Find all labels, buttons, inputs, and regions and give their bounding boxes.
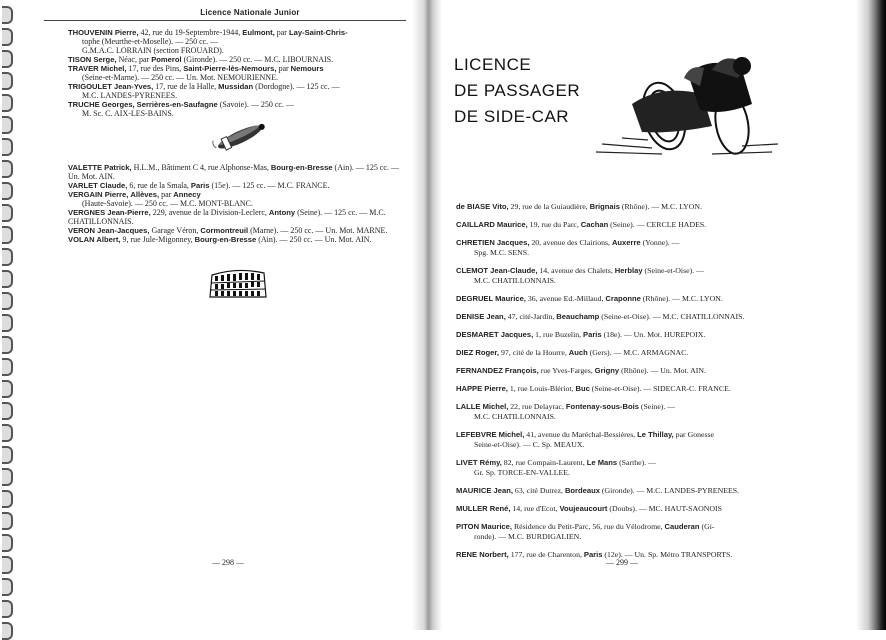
entry-rest: 1, rue Louis-Blériot,: [507, 384, 576, 393]
entry-name: HAPPE Pierre,: [456, 384, 508, 393]
entry-rest: 41, avenue du Maréchal-Bessières,: [524, 430, 638, 439]
spiral-ring: [2, 600, 13, 618]
entry: [456, 348, 796, 358]
entry: [456, 202, 796, 212]
entry-bold-place2: Lay-Saint-Chris-: [288, 28, 348, 37]
entry-name: VARLET Claude,: [68, 181, 128, 190]
spiral-ring: [2, 358, 13, 376]
entry-continuation: Spg. M.C. SENS.: [474, 248, 530, 257]
entry-name: TRAVER Michel,: [68, 64, 127, 73]
entry-rest: 1, rue Buzelin,: [533, 330, 584, 339]
entry-name: VERGNES Jean-Pierre,: [68, 208, 151, 217]
entry-rest2: (Gers). — M.C. ARMAGNAC.: [587, 348, 689, 357]
entry-bold-place: Le Thillay,: [637, 430, 674, 439]
spiral-ring: [2, 622, 13, 640]
entry-bold-place: Bourg-en-Bresse: [270, 163, 333, 172]
entry-name: VERGAIN Pierre,: [68, 190, 129, 199]
spiral-ring: [2, 28, 13, 46]
entry-continuation: M.C. CHATILLONNAIS.: [474, 412, 556, 421]
spiral-ring: [2, 468, 13, 486]
entry-bold-place: Serrières-en-Saufagne: [136, 100, 218, 109]
entry-name: PITON Maurice,: [456, 522, 512, 531]
entry-bold-place: Cauderan: [664, 522, 700, 531]
spiral-ring: [2, 50, 13, 68]
entry-bold-place: Pomerol: [151, 55, 182, 64]
entry: [68, 82, 408, 100]
entry-rest2: (Seine-et-Oise). — M.C. CHATILLONNAIS.: [599, 312, 745, 321]
entries-group-t: [68, 28, 408, 118]
entry-continuation: ronde). — M.C. BURDIGALIEN.: [474, 532, 582, 541]
entry-bold-place: Eulmont,: [242, 28, 275, 37]
entry-bold-place: Cachan: [580, 220, 609, 229]
entry: [456, 312, 796, 322]
spiral-ring: [2, 6, 13, 24]
entry-rest: 19, rue du Parc,: [527, 220, 581, 229]
spiral-ring: [2, 226, 13, 244]
entry-name: MAURICE Jean,: [456, 486, 513, 495]
entry-rest: 17, rue des Pins,: [126, 64, 184, 73]
sidecar-illustration: [592, 44, 782, 162]
entry-rest: 177, rue de Charenton,: [508, 550, 584, 559]
entry-name: LIVET Rémy,: [456, 458, 502, 467]
entry: [456, 504, 796, 514]
entry: [456, 522, 796, 542]
entry-rest2: (Ain). — 125 cc. — Un. Mot. AIN.: [68, 163, 399, 181]
entry-name: CHRETIEN Jacques,: [456, 238, 530, 247]
entry-rest2: (Sarthe). —: [617, 458, 656, 467]
entry-rest: 229, avenue de la Division-Leclerc,: [150, 208, 269, 217]
entry-bold-place: Paris: [583, 330, 602, 339]
entry-rest2: (Seine-et-Oise). — SIDECAR-C. FRANCE.: [589, 384, 731, 393]
entry: [456, 430, 796, 450]
entry: [456, 238, 796, 258]
spiral-ring: [2, 116, 13, 134]
entry-rest2: (Dordogne). — 125 cc. —: [253, 82, 340, 91]
spiral-ring: [2, 182, 13, 200]
entry-rest2: (12e). — Un. Sp. Métro TRANSPORTS.: [602, 550, 733, 559]
entry-continuation: Seine-et-Oise). — C. Sp. MEAUX.: [474, 440, 585, 449]
entry-bold-place: Auxerre: [611, 238, 641, 247]
spiral-ring: [2, 446, 13, 464]
entry-rest: 14, avenue des Chalets,: [537, 266, 615, 275]
entry-bold-place: Paris: [583, 550, 603, 559]
entry-name: TISON Serge,: [68, 55, 117, 64]
entry: [456, 384, 796, 394]
entry-bold-place: Craponne: [605, 294, 641, 303]
cigar-illustration: [212, 120, 268, 154]
entry-rest2: (Gironde). — 250 cc. — M.C. LIBOURNAIS.: [181, 55, 334, 64]
entry-rest: 97, cité de la Hourre,: [499, 348, 569, 357]
entry: [456, 330, 796, 340]
entry-name: LALLE Michel,: [456, 402, 509, 411]
entry-rest2: (Marne). — 250 cc. — Un. Mot. MARNE.: [248, 226, 388, 235]
entry-bold-place: Cormontreuil: [200, 226, 249, 235]
entry-rest2: (Seine). — 125 cc. — M.C. CHATILLONNAIS.: [68, 208, 386, 226]
entry-bold-place: Beauchamp: [556, 312, 600, 321]
entry-continuation: M.C. LANDES-PYRENEES.: [82, 91, 178, 100]
entry-rest: 9, rue Jule-Migonney,: [120, 235, 195, 244]
entry-bold-place: Grigny: [594, 366, 620, 375]
section-title: [454, 52, 580, 130]
entry-rest: 47, cité-Jardin,: [505, 312, 557, 321]
entries-group-v: [68, 163, 408, 244]
entry-name: DENISE Jean,: [456, 312, 506, 321]
entry: [456, 486, 796, 496]
spiral-ring: [2, 424, 13, 442]
entry-rest2: par: [276, 64, 291, 73]
entry: [68, 55, 408, 64]
entry-name: LEFEBVRE Michel,: [456, 430, 525, 439]
entry-rest: Garage Véron,: [149, 226, 201, 235]
entry-name: DIEZ Roger,: [456, 348, 500, 357]
entry-continuation: (Seine-et-Marne). — 250 cc. — Un. Mot. NEMOURIENNE.: [82, 73, 278, 82]
entry-name: TRUCHE Georges,: [68, 100, 135, 109]
entry: [68, 235, 408, 244]
entry-continuation: M.C. CHATILLONNAIS.: [474, 276, 556, 285]
spiral-ring: [2, 556, 13, 574]
entry-bold-place2: Nemours: [290, 64, 324, 73]
entry: [456, 458, 796, 478]
entry-rest: 63, cité Dutrez,: [512, 486, 565, 495]
entry-continuation: G.M.A.C. LORRAIN (section FROUARD).: [82, 46, 224, 55]
entry-rest2: (Seine). —: [638, 402, 676, 411]
entry-rest2: (Seine). — CERCLE HADES.: [608, 220, 707, 229]
entry: [456, 366, 796, 376]
running-header: Licence Nationale Junior: [200, 8, 300, 17]
colosseum-illustration: [208, 267, 268, 299]
entry-name: CLEMOT Jean-Claude,: [456, 266, 538, 275]
entry: [68, 163, 408, 181]
entry-bold-place2: Annecy: [173, 190, 201, 199]
entry-rest2: (Seine-et-Oise). —: [642, 266, 704, 275]
entry-name: VERON Jean-Jacques,: [68, 226, 150, 235]
entry-bold-place: Paris: [190, 181, 210, 190]
spiral-ring: [2, 248, 13, 266]
spiral-ring: [2, 314, 13, 332]
entry: [68, 100, 408, 118]
page-number-left: — 298 —: [212, 558, 244, 567]
entry: [68, 190, 408, 208]
spiral-ring: [2, 72, 13, 90]
entry-name: TRIGOULET Jean-Yves,: [68, 82, 154, 91]
entry-rest2: (18e). — Un. Mot. HUREPOIX.: [601, 330, 706, 339]
spiral-ring: [2, 490, 13, 508]
title-line-1: LICENCE: [454, 55, 532, 74]
entry-bold-place: Bordeaux: [564, 486, 600, 495]
entry-rest2: (Savoie). — 250 cc. —: [217, 100, 294, 109]
entry-rest: Résidence du Petit-Parc, 56, rue du Vélodrome,: [512, 522, 665, 531]
title-line-2: DE PASSAGER: [454, 81, 581, 100]
entry: [68, 208, 408, 226]
entry: [456, 294, 796, 304]
entry-name: MULLER René,: [456, 504, 511, 513]
entry-name: RENE Norbert,: [456, 550, 509, 559]
spiral-ring: [2, 292, 13, 310]
spiral-ring: [2, 578, 13, 596]
entry-bold-place: Herblay: [614, 266, 643, 275]
page-edge: [856, 0, 886, 630]
entry-bold-place: Antony: [268, 208, 296, 217]
entry-name: DESMARET Jacques,: [456, 330, 534, 339]
spiral-ring: [2, 204, 13, 222]
entry-bold-place: Buc: [575, 384, 590, 393]
entry-name: de BIASE Vito,: [456, 202, 509, 211]
page-number-right: — 299 —: [606, 558, 638, 567]
entry-rest: H.L.M., Bâtiment C 4, rue Alphonse-Mas,: [131, 163, 271, 172]
entry-rest: 17, rue de la Halle,: [153, 82, 219, 91]
entry-rest2: par: [159, 190, 174, 199]
header-rule: [44, 20, 406, 21]
entry-rest: 82, rue Compain-Laurent,: [501, 458, 587, 467]
entry-rest: rue Yves-Farges,: [538, 366, 595, 375]
entry-rest2: (Rhône). — M.C. LYON.: [640, 294, 723, 303]
entry-name: VOLAN Albert,: [68, 235, 121, 244]
spiral-ring: [2, 94, 13, 112]
entry-rest2: (Rhône). — M.C. LYON.: [619, 202, 702, 211]
entry-bold-place: Saint-Pierre-lès-Nemours,: [183, 64, 277, 73]
entry-continuation: tophe (Meurthe-et-Moselle). — 250 cc. —: [82, 37, 219, 46]
spiral-ring: [2, 534, 13, 552]
entry-rest2: (Ain). — 250 cc. — Un. Mot. AIN.: [256, 235, 372, 244]
entry-bold-place: Auch: [568, 348, 588, 357]
entry-rest2: par Gonesse: [673, 430, 715, 439]
spiral-ring: [2, 160, 13, 178]
spiral-ring: [2, 270, 13, 288]
entry: [68, 181, 408, 190]
entry-rest: 14, rue d'Ecot,: [510, 504, 560, 513]
entry-rest: 29, rue de la Guiaudière,: [508, 202, 590, 211]
title-line-3: DE SIDE-CAR: [454, 107, 570, 126]
spiral-ring: [2, 138, 13, 156]
entry: [68, 28, 408, 55]
spiral-ring: [2, 380, 13, 398]
entry-rest2: (Doubs). — MC. HAUT-SAONOIS: [607, 504, 722, 513]
spiral-ring: [2, 402, 13, 420]
entry-rest: 22, rue Delayrac,: [508, 402, 566, 411]
entry-rest: 42, rue du 19-Septembre-1944,: [138, 28, 243, 37]
entry-bold-place: Allèves,: [130, 190, 160, 199]
entry-rest: 36, avenue Ed.-Millaud,: [525, 294, 606, 303]
entry: [68, 226, 408, 235]
entry: [456, 266, 796, 286]
entry-continuation: Gr. Sp. TORCE-EN-VALLEE.: [474, 468, 570, 477]
entry-name: FERNANDEZ François,: [456, 366, 539, 375]
entry-rest2: (Yonne). —: [640, 238, 680, 247]
entry-bold-place: Voujeaucourt: [559, 504, 608, 513]
entry-bold-place: Le Mans: [586, 458, 618, 467]
entry-rest2: (Gi-: [699, 522, 715, 531]
book-gutter: [412, 0, 442, 630]
spiral-binding: [0, 0, 14, 630]
entry-bold-place: Brignais: [589, 202, 620, 211]
sidecar-entries: [456, 202, 796, 568]
entry: [456, 220, 796, 230]
entry-rest2: (15e). — 125 cc. — M.C. FRANCE.: [209, 181, 330, 190]
entry-continuation: (Haute-Savoie). — 250 cc. — M.C. MONT-BLANC.: [82, 199, 254, 208]
entry: [68, 64, 408, 82]
entry-rest: 20, avenue des Clairions,: [529, 238, 612, 247]
spiral-ring: [2, 336, 13, 354]
entry-continuation: M. Sc. C. AIX-LES-BAINS.: [82, 109, 174, 118]
entry: [456, 402, 796, 422]
entry-name: VALETTE Patrick,: [68, 163, 132, 172]
spiral-ring: [2, 512, 13, 530]
entry-rest: Néac, par: [116, 55, 152, 64]
entry-name: THOUVENIN Pierre,: [68, 28, 139, 37]
entry-bold-place: Bourg-en-Bresse: [194, 235, 257, 244]
entry-name: CAILLARD Maurice,: [456, 220, 528, 229]
entry-bold-place: Fontenay-sous-Bois: [565, 402, 639, 411]
entry-rest: 6, rue de la Smala,: [127, 181, 191, 190]
entry-rest2: (Gironde). — M.C. LANDES-PYRENEES.: [599, 486, 740, 495]
entry-rest2: (Rhône). — Un. Mot. AIN.: [619, 366, 706, 375]
entry-bold-place: Mussidan: [218, 82, 254, 91]
entry-rest2: par: [274, 28, 289, 37]
entry-name: DEGRUEL Maurice,: [456, 294, 526, 303]
